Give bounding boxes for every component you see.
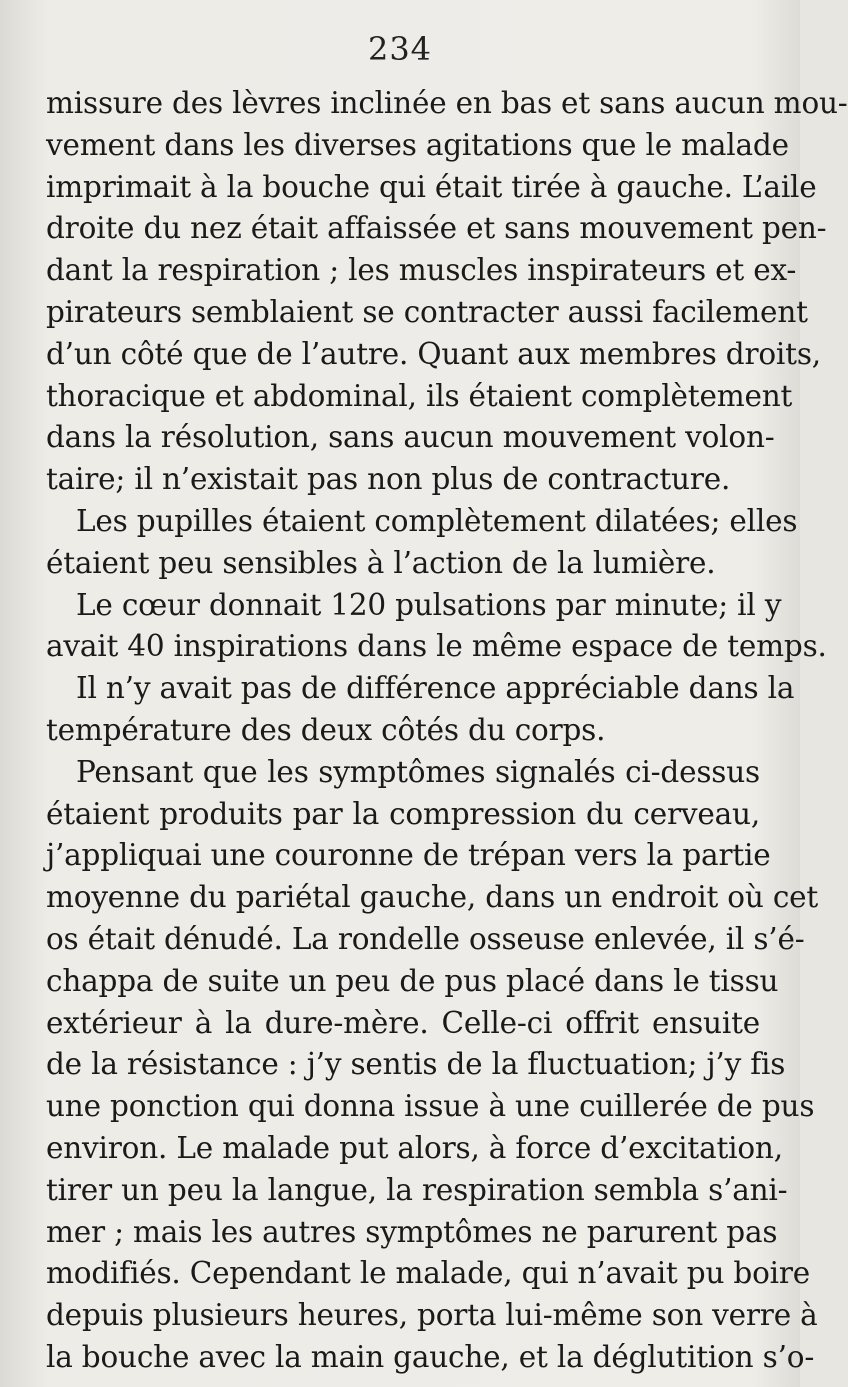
text-line: la bouche avec la main gauche, et la déglutition s’o- <box>46 1339 815 1374</box>
text-line: taire; il n’existait pas non plus de contracture. <box>46 462 731 497</box>
page-number: 234 <box>367 30 433 68</box>
text-line: os était dénudé. La rondelle osseuse enlevée, il s’é- <box>46 921 805 956</box>
text-line: missure des lèvres inclinée en bas et sans aucun mou- <box>46 86 848 120</box>
text-line: Pensant que les symptômes signalés ci-dessus <box>76 754 760 789</box>
text-line: avait 40 inspirations dans le même espace de temps. <box>46 629 827 664</box>
text-line: étaient peu sensibles à l’action de la lumière. <box>46 545 716 580</box>
text-line: température des deux côtés du corps. <box>46 712 606 747</box>
text-line: Il n’y avait pas de différence appréciable dans la <box>76 671 795 706</box>
text-line: droite du nez était affaissée et sans mouvement pen- <box>46 211 827 246</box>
text-line: pirateurs semblaient se contracter aussi facilement <box>46 294 808 329</box>
text-line: étaient produits par la compression du cerveau, <box>46 796 760 831</box>
text-line: mer ; mais les autres symptômes ne parurent pas <box>46 1214 778 1249</box>
text-line: j’appliquai une couronne de trépan vers la partie <box>46 838 771 873</box>
text-line: imprimait à la bouche qui était tirée à gauche. L’aile <box>46 169 817 204</box>
body-text <box>46 83 848 1379</box>
text-line: extérieur à la dure-mère. Celle-ci offrit ensuite <box>46 1005 760 1040</box>
text-line: vement dans les diverses agitations que le malade <box>46 127 789 162</box>
text-line: Les pupilles étaient complètement dilatées; elles <box>76 503 798 538</box>
text-line: chappa de suite un peu de pus placé dans le tissu <box>46 963 779 998</box>
text-line: modifiés. Cependant le malade, qui n’avait pu boire <box>46 1256 811 1291</box>
text-line: tirer un peu la langue, la respiration sembla s’ani- <box>46 1172 788 1207</box>
text-line: environ. Le malade put alors, à force d’excitation, <box>46 1130 783 1165</box>
text-line: Le cœur donnait 120 pulsations par minute; il y <box>76 587 782 622</box>
text-line: de la résistance : j’y sentis de la fluctuation; j’y fis <box>46 1047 786 1082</box>
text-line: moyenne du pariétal gauche, dans un endroit où cet <box>46 880 819 915</box>
text-line: une ponction qui donna issue à une cuillerée de pus <box>46 1089 815 1124</box>
text-line: d’un côté que de l’autre. Quant aux membres droits, <box>46 336 821 371</box>
text-line: dant la respiration ; les muscles inspirateurs et ex- <box>46 253 797 288</box>
text-line: dans la résolution, sans aucun mouvement volon- <box>46 420 775 455</box>
text-line: depuis plusieurs heures, porta lui-même son verre à <box>46 1298 818 1333</box>
text-line: thoracique et abdominal, ils étaient complètement <box>46 378 793 413</box>
